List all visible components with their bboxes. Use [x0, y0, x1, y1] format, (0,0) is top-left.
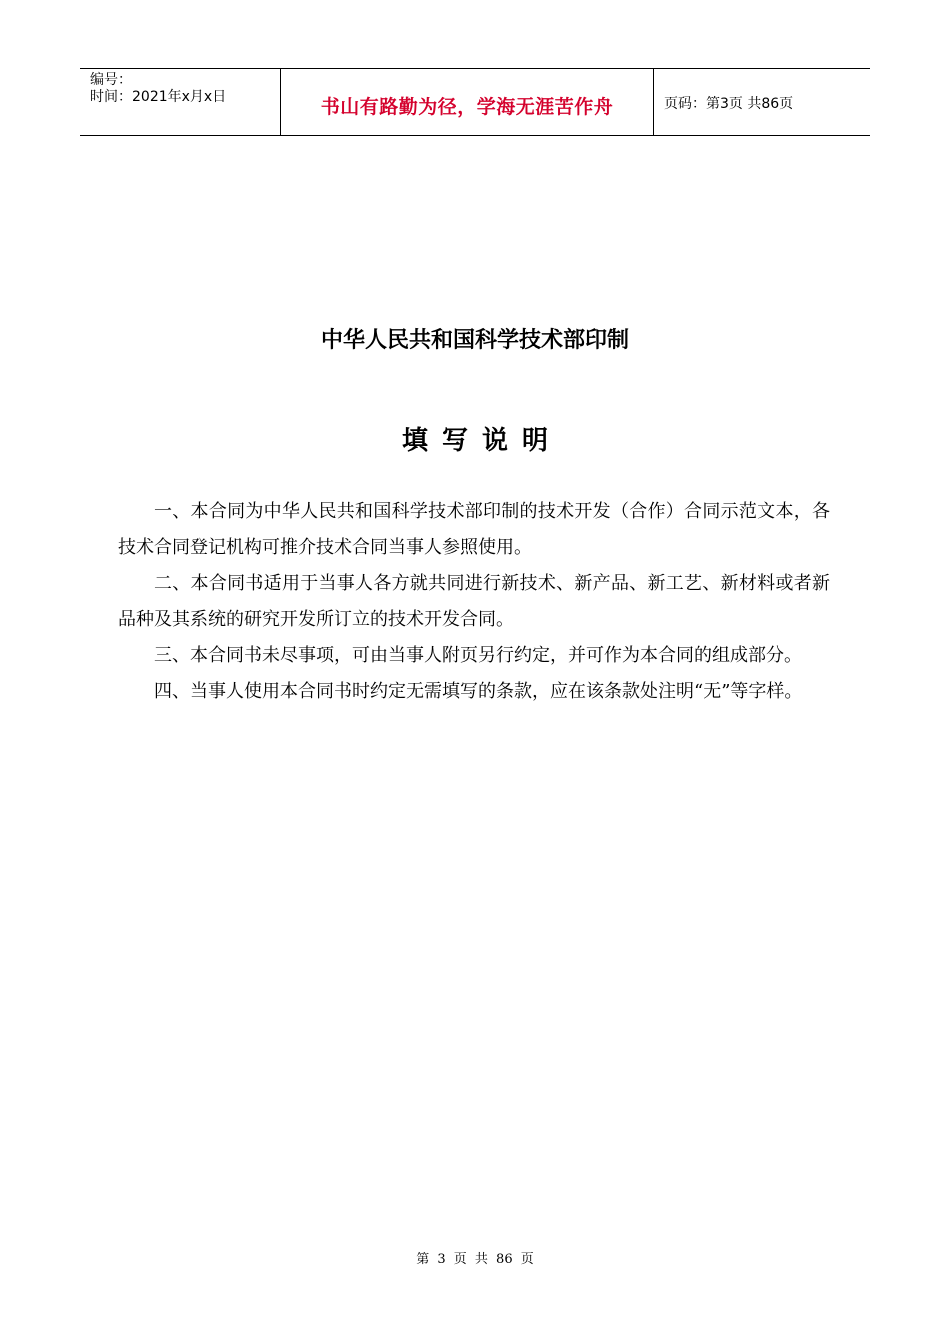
header-motto: 书山有路勤为径，学海无涯苦作舟	[281, 69, 654, 135]
instruction-paragraph-3: 三、本合同书未尽事项，可由当事人附页另行约定，并可作为本合同的组成部分。	[154, 645, 802, 666]
header-page-info: 页码：第3页 共86页	[664, 96, 794, 112]
time-label: 时间：2021年x月x日	[90, 89, 227, 105]
instruction-paragraph-4: 四、当事人使用本合同书时约定无需填写的条款，应在该条款处注明“无”等字样。	[154, 681, 803, 702]
section-title: 填写说明	[401, 426, 562, 456]
instruction-paragraph-2: 二、本合同书适用于当事人各方就共同进行新技术、新产品、新工艺、新材料或者新品种及其系统的研究开发所订立的技术开发合同。	[118, 573, 830, 630]
instruction-paragraph-1: 一、本合同为中华人民共和国科学技术部印制的技术开发（合作）合同示范文本，各技术合同登记机构可推介技术合同当事人参照使用。	[118, 501, 830, 558]
number-label: 编号：	[90, 72, 132, 88]
header-meta-cell	[80, 69, 281, 135]
page-footer: 第 3 页 共 86 页	[416, 1252, 534, 1267]
page-header	[80, 68, 870, 136]
instructions-body	[118, 494, 830, 710]
org-title: 中华人民共和国科学技术部印制	[320, 328, 629, 353]
